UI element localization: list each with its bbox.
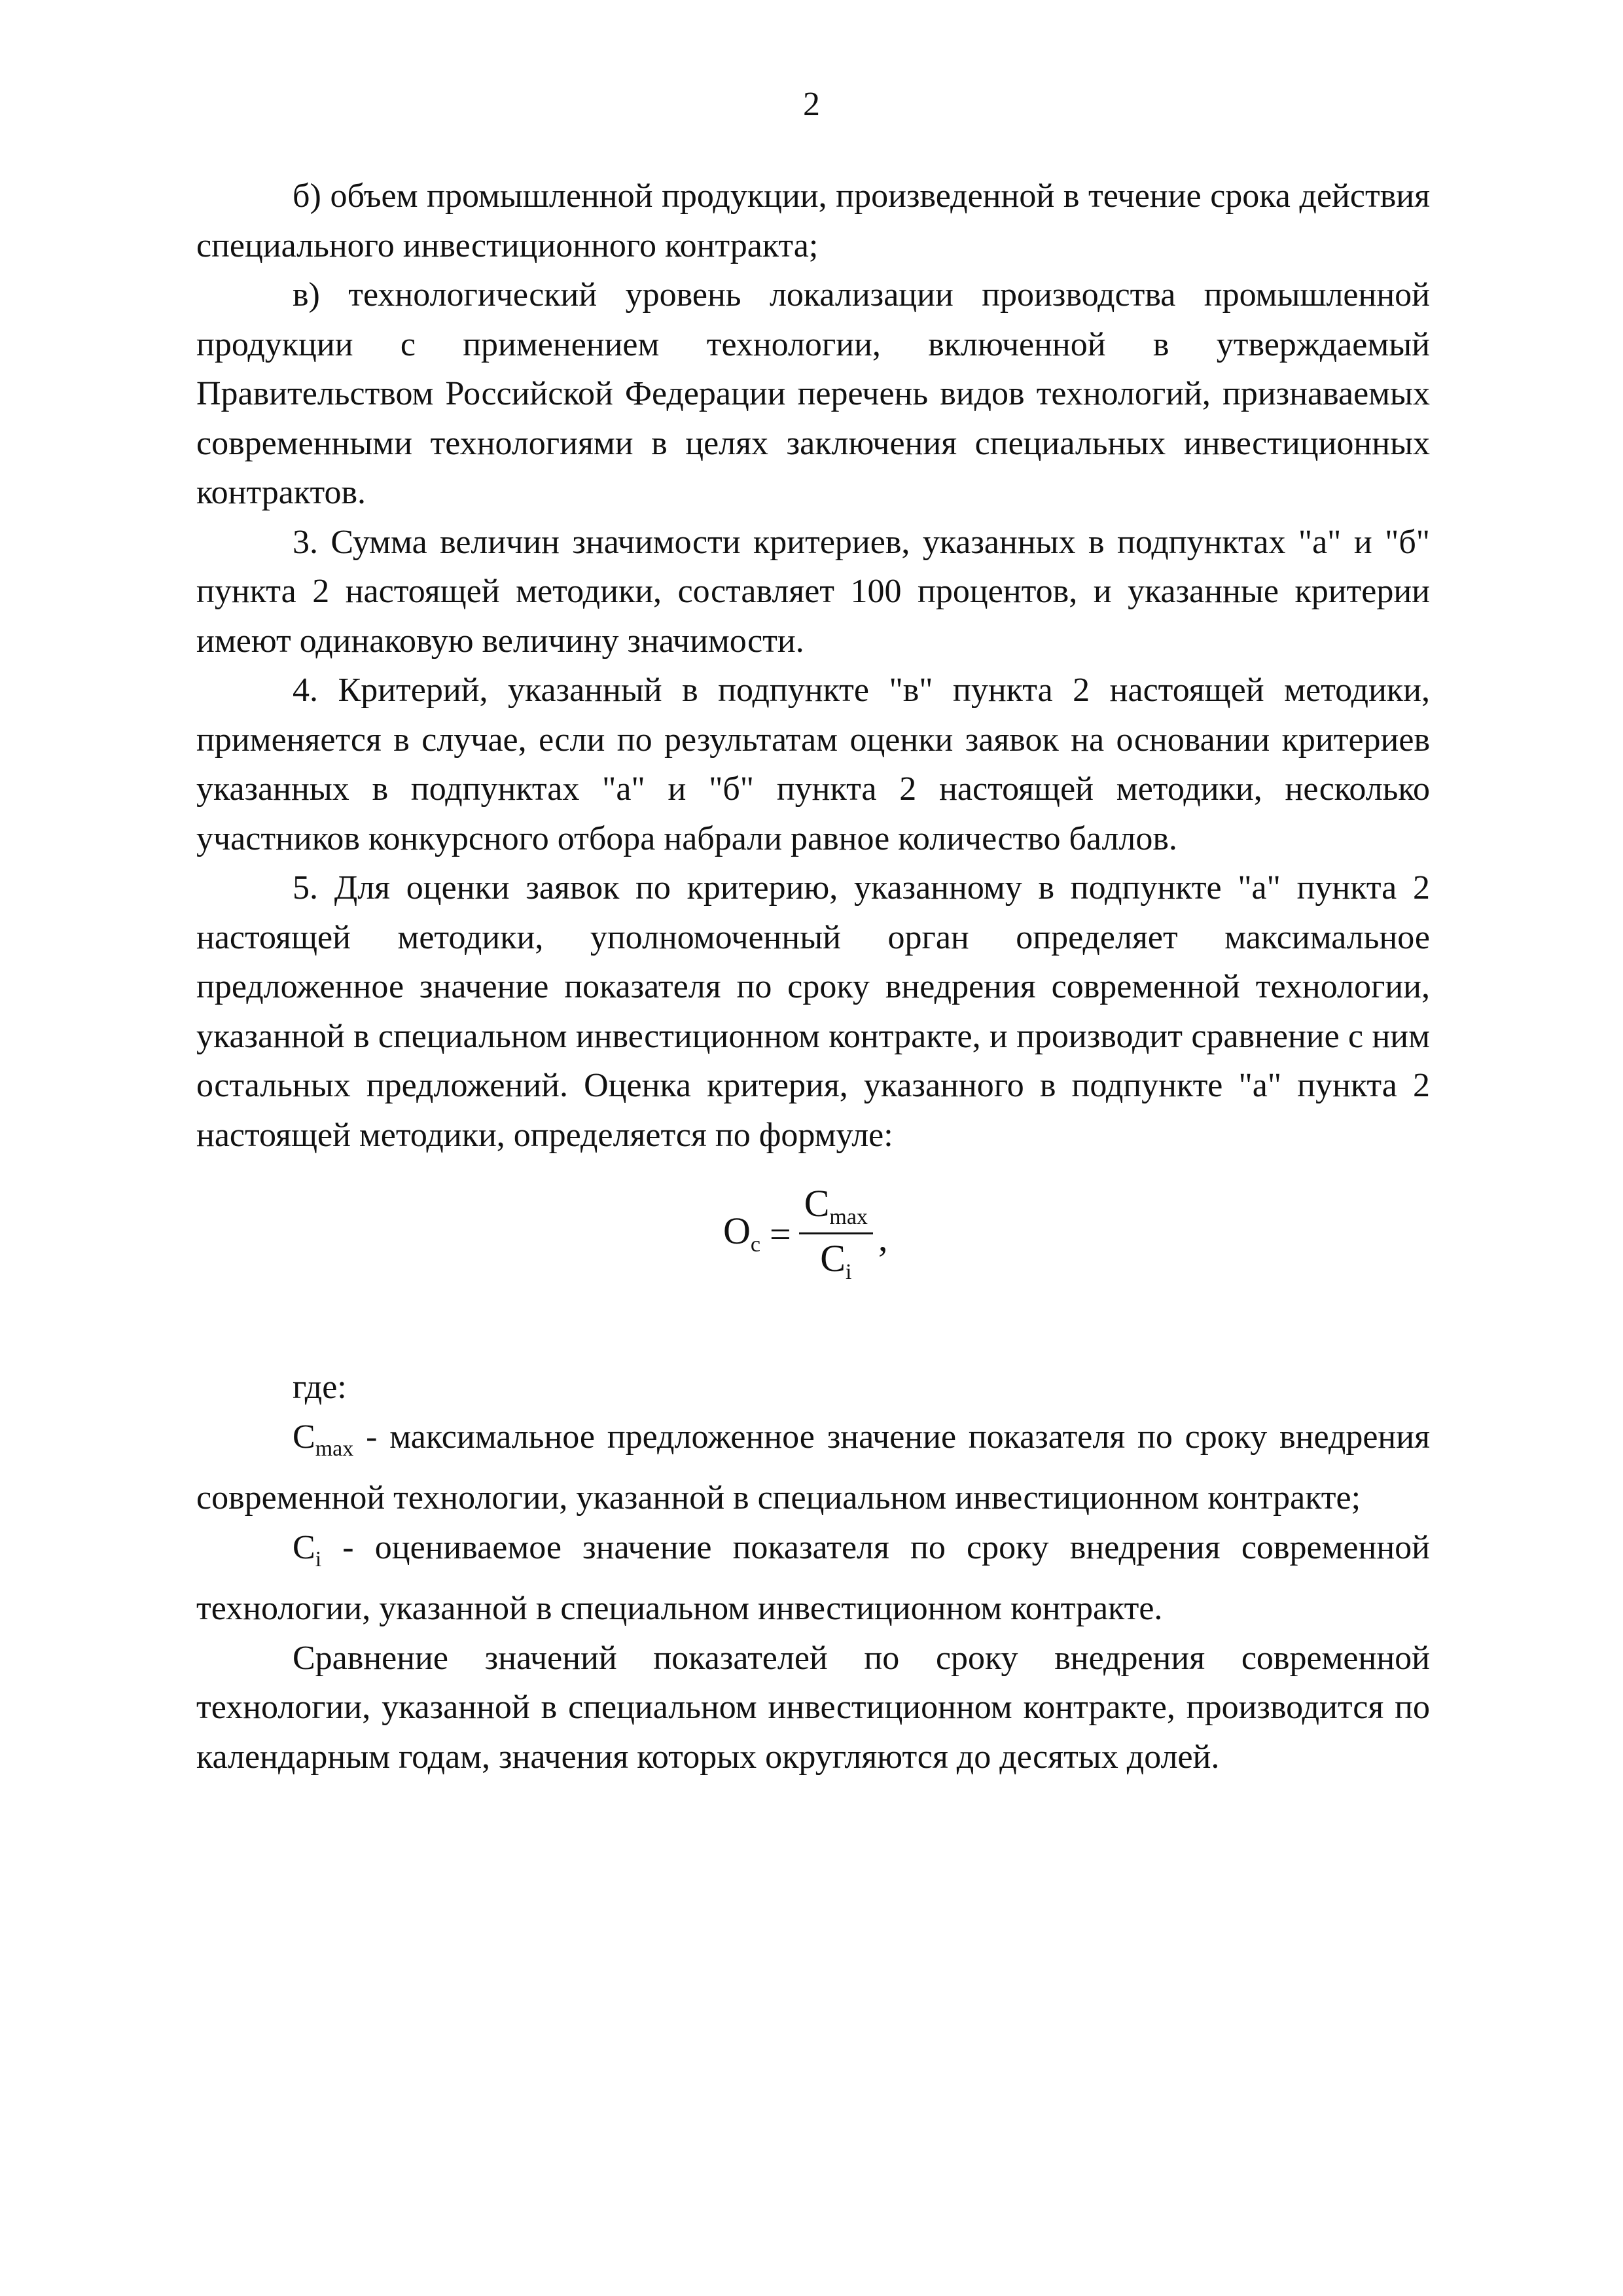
page-number: 2 — [803, 86, 820, 123]
definition-cmax-symbol — [293, 1418, 354, 1461]
formula-lhs — [723, 1212, 760, 1256]
document-body — [196, 171, 1430, 1782]
formula-denominator — [815, 1234, 857, 1283]
where-label: где: — [293, 1369, 347, 1406]
formula-lhs-base: О — [723, 1210, 751, 1252]
formula-numerator-subscript: max — [829, 1205, 868, 1229]
definition-cmax-base: С — [293, 1418, 315, 1456]
formula-numerator — [799, 1182, 873, 1234]
formula-fraction — [799, 1182, 873, 1284]
definition-cmax-subscript: max — [315, 1436, 354, 1461]
definition-ci-text: - оцениваемое значение показателя по сроку внедрения современной технологии, указанной в специальном инвестиционном контракте. — [196, 1528, 1430, 1627]
definition-ci-base: С — [293, 1528, 315, 1566]
paragraph-comparison: Сравнение значений показателей по сроку внедрения современной технологии, указанной в специальном инвестиционном контракте, производится по календарным годам, значения которых округляются до десятых долей. — [196, 1639, 1430, 1776]
formula-numerator-base: С — [804, 1182, 830, 1225]
paragraph-item-4: 4. Критерий, указанный в подпункте "в" пункта 2 настоящей методики, применяется в случае, если по результатам оценки заявок на основании критериев указанных в подпунктах "а" и "б" пункта 2 настоящей методики, несколько участников конкурсного отбора набрали равное количество баллов. — [196, 672, 1430, 857]
paragraph-item-5: 5. Для оценки заявок по критерию, указанному в подпункте "а" пункта 2 настоящей методики, уполномоченный орган определяет максимальное предложенное значение показателя по сроку внедрения современной технологии, указанной в специальном инвестиционном контракте, и производит сравнение с ним остальных предложений. Оценка критерия, указанного в подпункте "а" пункта 2 настоящей методики, определяется по формуле: — [196, 869, 1430, 1154]
formula-block — [196, 1160, 1430, 1363]
formula-comma: , — [878, 1216, 888, 1259]
definition-cmax — [196, 1412, 1430, 1523]
definition-ci-symbol — [293, 1528, 322, 1571]
score-formula — [723, 1182, 888, 1284]
formula-denominator-subscript: i — [845, 1260, 852, 1284]
definition-cmax-text: - максимальное предложенное значение показателя по сроку внедрения современной технологии, указанной в специальном инвестиционном контракте; — [196, 1418, 1430, 1516]
paragraph-subitem-v: в) технологический уровень локализации производства промышленной продукции с применением технологии, включенной в утверждаемый Правительством Российской Федерации перечень видов технологий, признаваемых современными технологиями в целях заключения специальных инвестиционных контрактов. — [196, 276, 1430, 511]
definition-ci-subscript: i — [315, 1547, 322, 1571]
paragraph-subitem-b: б) объем промышленной продукции, произведенной в течение срока действия специального инвестиционного контракта; — [196, 177, 1430, 264]
definition-ci — [196, 1523, 1430, 1634]
paragraph-item-3: 3. Сумма величин значимости критериев, указанных в подпунктах "а" и "б" пункта 2 настоящей методики, составляет 100 процентов, и указанные критерии имеют одинаковую величину значимости. — [196, 523, 1430, 660]
formula-equals-sign: = — [769, 1212, 791, 1255]
formula-lhs-subscript: с — [750, 1232, 760, 1257]
formula-denominator-base: С — [820, 1237, 846, 1280]
